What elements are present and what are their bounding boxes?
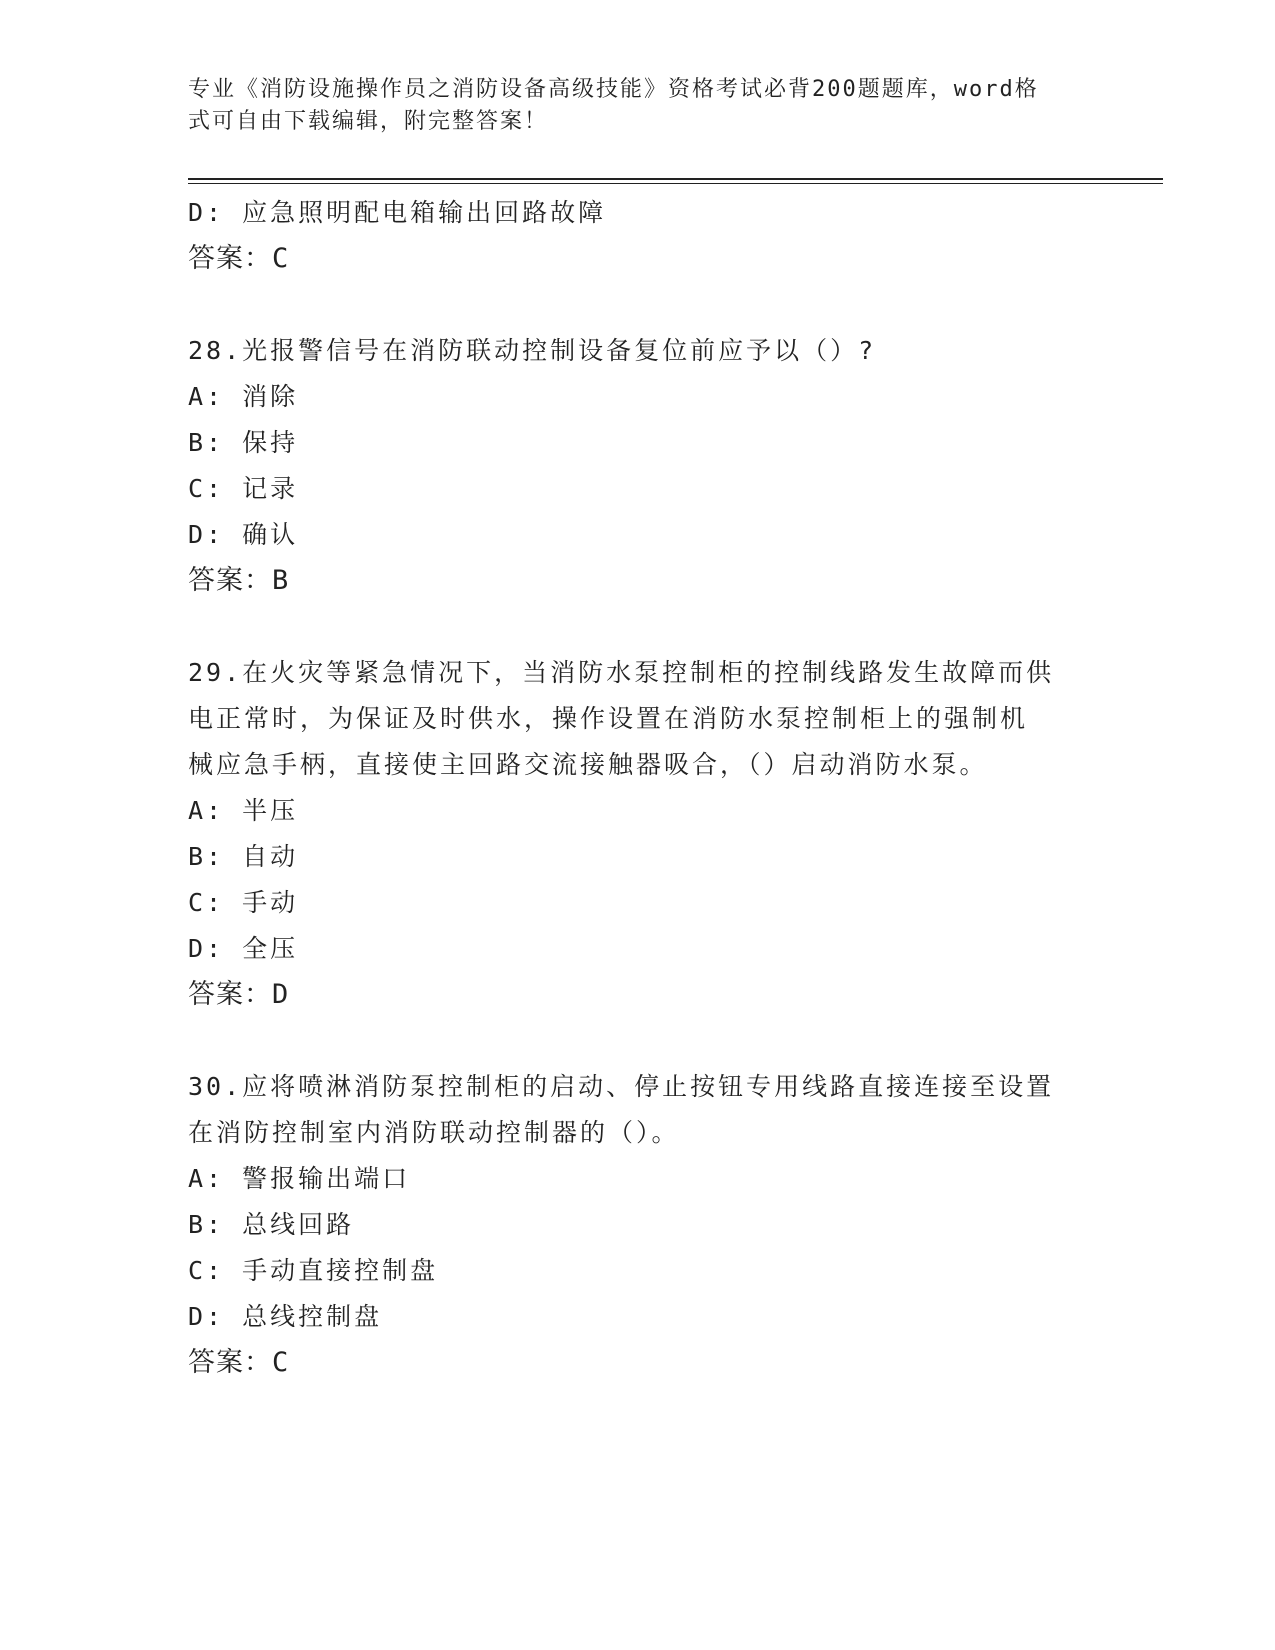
q30-option-a: A: 警报输出端口 bbox=[188, 1164, 411, 1193]
spacer bbox=[188, 282, 1088, 328]
q29-option-c: C: 手动 bbox=[188, 888, 299, 917]
q30-option-c: C: 手动直接控制盘 bbox=[188, 1256, 439, 1285]
document-header bbox=[188, 74, 1068, 138]
q28-answer: 答案：B bbox=[188, 565, 290, 596]
spacer bbox=[188, 1018, 1088, 1064]
q28-option-c: C: 记录 bbox=[188, 474, 299, 503]
q30-stem-line-1: 30.应将喷淋消防泵控制柜的启动、停止按钮专用线路直接连接至设置 bbox=[188, 1072, 1055, 1101]
q28-option-a: A: 消除 bbox=[188, 382, 299, 411]
q30-option-d: D: 总线控制盘 bbox=[188, 1302, 383, 1331]
header-rule-thin bbox=[188, 183, 1163, 184]
header-line-1: 专业《消防设施操作员之消防设备高级技能》资格考试必背200题题库，word格 bbox=[188, 77, 1039, 102]
q30-answer: 答案：C bbox=[188, 1347, 290, 1378]
question-list bbox=[188, 190, 1088, 1386]
prev-option-d: D: 应急照明配电箱输出回路故障 bbox=[188, 198, 607, 227]
header-line-2: 式可自由下载编辑，附完整答案！ bbox=[188, 109, 549, 134]
prev-answer: 答案：C bbox=[188, 243, 290, 274]
header-rule-thick bbox=[188, 178, 1163, 180]
q29-option-b: B: 自动 bbox=[188, 842, 299, 871]
q28-option-d: D: 确认 bbox=[188, 520, 299, 549]
q28-option-b: B: 保持 bbox=[188, 428, 299, 457]
q28-stem: 28.光报警信号在消防联动控制设备复位前应予以（）? bbox=[188, 336, 877, 365]
q29-stem-line-3: 械应急手柄，直接使主回路交流接触器吸合，（）启动消防水泵。 bbox=[188, 750, 988, 779]
q30-option-b: B: 总线回路 bbox=[188, 1210, 355, 1239]
q29-stem-line-1: 29.在火灾等紧急情况下，当消防水泵控制柜的控制线路发生故障而供 bbox=[188, 658, 1055, 687]
q29-option-d: D: 全压 bbox=[188, 934, 299, 963]
q29-stem-line-2: 电正常时，为保证及时供水，操作设置在消防水泵控制柜上的强制机 bbox=[188, 704, 1029, 733]
q30-stem-line-2: 在消防控制室内消防联动控制器的（）。 bbox=[188, 1118, 680, 1147]
spacer bbox=[188, 604, 1088, 650]
q29-option-a: A: 半压 bbox=[188, 796, 299, 825]
q29-answer: 答案：D bbox=[188, 979, 290, 1010]
